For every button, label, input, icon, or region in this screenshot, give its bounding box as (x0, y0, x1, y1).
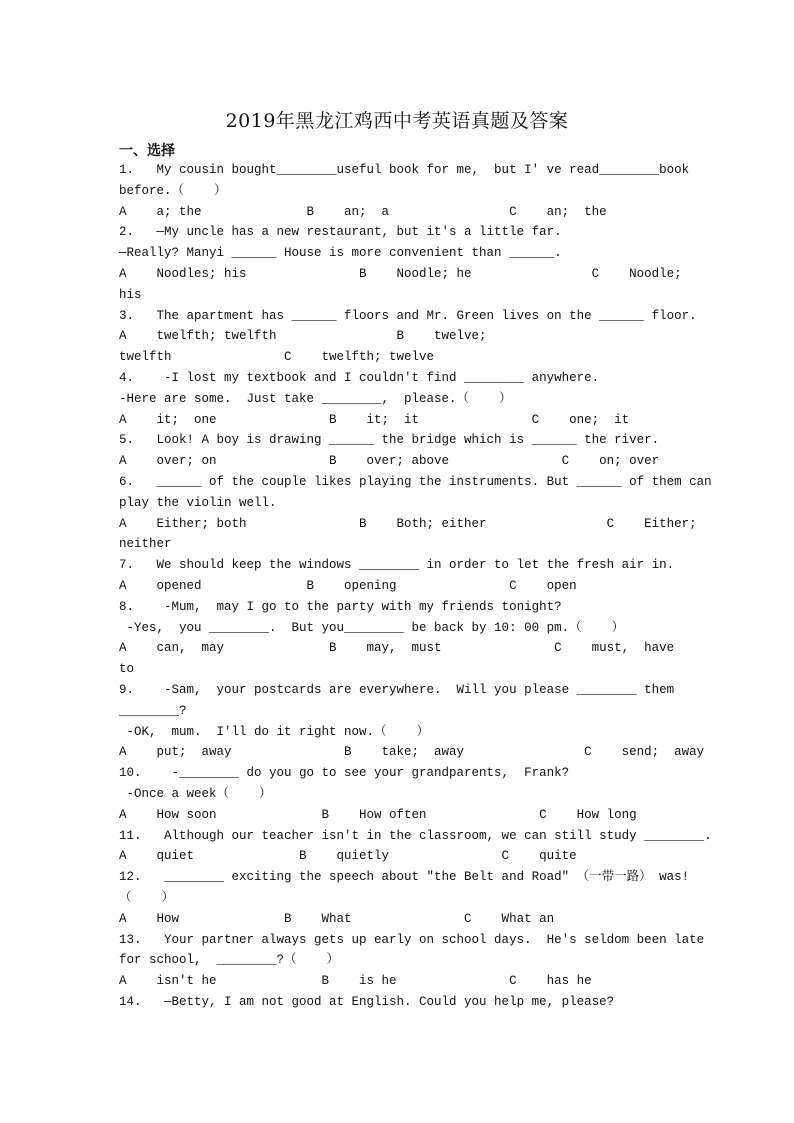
question-line: -Yes, you ________. But you________ be back by 10: 00 pm.（ ） (119, 620, 625, 635)
question-line: ________? (119, 703, 187, 718)
question-line: A How B What C What an (119, 911, 555, 926)
question-line: 13. Your partner always gets up early on school days. He's seldom been late (119, 932, 705, 947)
question-line: A Either; both B Both; either C Either; (119, 516, 697, 531)
question-line: play the violin well. (119, 495, 277, 510)
question-line: 14. —Betty, I am not good at English. Could you help me, please? (119, 995, 615, 1009)
question-line: neither (119, 537, 172, 552)
question-line: A Noodles; his B Noodle; he C Noodle; (119, 267, 682, 281)
question-line: 8. -Mum, may I go to the party with my friends tonight? (119, 599, 562, 614)
question-line: 11. Although our teacher isn't in the classroom, we can still study ________. (119, 828, 712, 843)
question-line: A a; the B an; a C an; the (119, 204, 607, 219)
question-line: （ ） (119, 891, 175, 905)
question-line: his (119, 287, 142, 302)
question-line: A opened B opening C open (119, 579, 577, 593)
question-line: twelfth C twelfth; twelve (119, 350, 435, 365)
question-line: -Once a week（ ） (119, 787, 272, 801)
question-line: -OK, mum. I'll do it right now.（ ） (119, 724, 430, 739)
question-line: A put; away B take; away C send; away (119, 745, 705, 760)
question-line: for school, ________?（ ） (119, 953, 340, 968)
document-title: 2019年黑龙江鸡西中考英语真题及答案 (225, 110, 569, 132)
question-line: before.（ ） (119, 183, 227, 198)
question-line: A isn't he B is he C has he (119, 974, 592, 989)
question-line: A over; on B over; above C on; over (119, 454, 660, 469)
question-line: A twelfth; twelfth B twelve; (119, 329, 487, 344)
question-line: A How soon B How often C How long (119, 807, 637, 822)
question-line: A it; one B it; it C one; it (119, 412, 630, 427)
question-line: 2. —My uncle has a new restaurant, but it's a little far. (119, 225, 562, 240)
question-line: 3. The apartment has ______ floors and Mr. Green lives on the ______ floor. (119, 308, 697, 323)
section-heading: 一、选择 (119, 143, 175, 159)
question-line: 6. ______ of the couple likes playing the instruments. But ______ of them can (119, 475, 712, 489)
question-line: 10. -________ do you go to see your grandparents, Frank? (119, 766, 570, 781)
question-line: 12. ________ exciting the speech about "the Belt and Road" （一带一路） was! (119, 870, 690, 885)
question-line: A can, may B may, must C must, have (119, 641, 675, 656)
question-line: 7. We should keep the windows ________ in order to let the fresh air in. (119, 558, 675, 573)
question-line: 1. My cousin bought________useful book for me, but I' ve read________book (119, 163, 690, 177)
question-line: 4. -I lost my textbook and I couldn't find ________ anywhere. (119, 371, 600, 385)
question-line: A quiet B quietly C quite (119, 849, 577, 864)
question-line: -Here are some. Just take ________, please.（ ） (119, 391, 512, 406)
question-line: to (119, 662, 135, 677)
question-line: 9. -Sam, your postcards are everywhere. Will you please ________ them (119, 683, 675, 697)
question-line: 5. Look! A boy is drawing ______ the bridge which is ______ the river. (119, 433, 660, 448)
question-line: —Really? Manyi ______ House is more convenient than ______. (119, 246, 562, 261)
